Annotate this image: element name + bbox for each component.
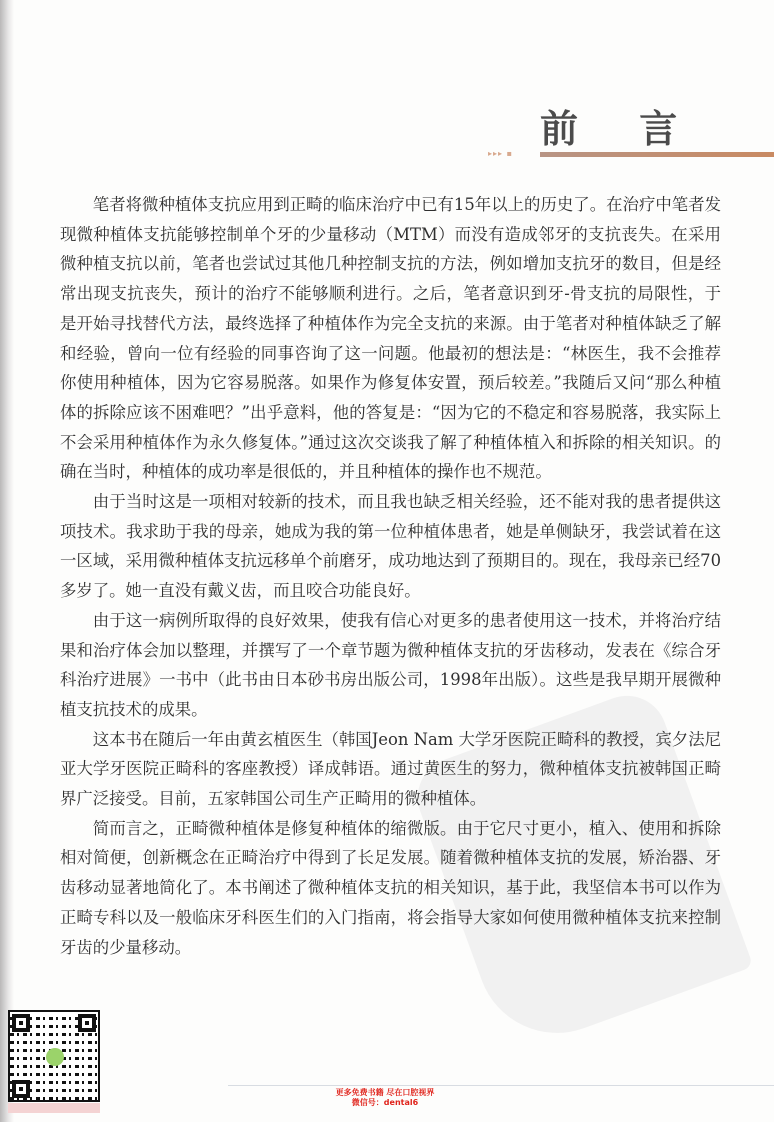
paragraph: 由于这一病例所取得的良好效果，使我有信心对更多的患者使用这一技术，并将治疗结果和治疗体会加以整理，并撰写了一个章节题为微种植体支抗的牙齿移动，发表在《综合牙科治疗进展》一书中（此书由日本砂书房出版公司，1998年出版）。这些是我早期开展微种植支抗技术的成果。	[60, 610, 721, 719]
footer-line-1: 更多免费书籍 尽在口腔视界	[335, 1088, 435, 1097]
paragraph: 简而言之，正畸微种植体是修复种植体的缩微版。由于它尺寸更小，植入、使用和拆除相对简便，创新概念在正畸治疗中得到了长足发展。随着微种植体支抗的发展，矫治器、牙齿移动显著地简化了。本书阐述了微种植体支抗的相关知识，基于此，我坚信本书可以作为正畸专科以及一般临床牙科医生们的入门指南，将会指导大家如何使用微种植体支抗来控制牙齿的少量移动。	[60, 818, 721, 957]
book-spine-shadow	[0, 0, 14, 1122]
qr-caption	[8, 1103, 100, 1113]
title-rule	[540, 152, 774, 157]
preface-body	[60, 190, 721, 962]
qr-logo-icon	[46, 1048, 64, 1066]
paragraph: 这本书在随后一年由黄玄植医生（韩国Jeon Nam 大学牙医院正畸科的教授，宾夕法尼亚大学牙医院正畸科的客座教授）译成韩语。通过黄医生的努力，微种植体支抗被韩国正畸界广泛接受。目前，五家韩国公司生产正畸用的微种植体。	[60, 729, 721, 809]
paragraph: 由于当时这是一项相对较新的技术，而且我也缺乏相关经验，还不能对我的患者提供这项技术。我求助于我的母亲，她成为我的第一位种植体患者，她是单侧缺牙，我尝试着在这一区域，采用微种植体支抗远移单个前磨牙，成功地达到了预期目的。现在，我母亲已经70多岁了。她一直没有戴义齿，而且咬合功能良好。	[60, 492, 721, 601]
qr-corner	[78, 1014, 96, 1032]
qr-corner	[12, 1080, 30, 1098]
footer-line-2: 微信号：dental6	[351, 1098, 419, 1107]
page-title: 前 言	[540, 107, 702, 151]
footer-divider	[228, 1085, 774, 1086]
paragraph: 笔者将微种植体支抗应用到正畸的临床治疗中已有15年以上的历史了。在治疗中笔者发现微种植体支抗能够控制单个牙的少量移动（MTM）而没有造成邻牙的支抗丧失。在采用微种植支抗以前，笔者也尝试过其他几种控制支抗的方法，例如增加支抗牙的数目，但是经常出现支抗丧失，预计的治疗不能够顺利进行。之后，笔者意识到牙-骨支抗的局限性，于是开始寻找替代方法，最终选择了种植体作为完全支抗的来源。由于笔者对种植体缺乏了解和经验，曾向一位有经验的同事咨询了这一问题。他最初的想法是：“林医生，我不会推荐你使用种植体，因为它容易脱落。如果作为修复体安置，预后较差。”我随后又问“那么种植体的拆除应该不困难吧？”出乎意料，他的答复是：“因为它的不稳定和容易脱落，我实际上不会采用种植体作为永久修复体。”通过这次交谈我了解了种植体植入和拆除的相关知识。的确在当时，种植体的成功率是很低的，并且种植体的操作也不规范。	[60, 195, 721, 482]
arrow-decoration-icon: ▸▸▸ ▪	[488, 149, 514, 158]
qr-corner	[12, 1014, 30, 1032]
qr-code-icon[interactable]	[8, 1010, 100, 1102]
footer-promo	[300, 1088, 470, 1108]
